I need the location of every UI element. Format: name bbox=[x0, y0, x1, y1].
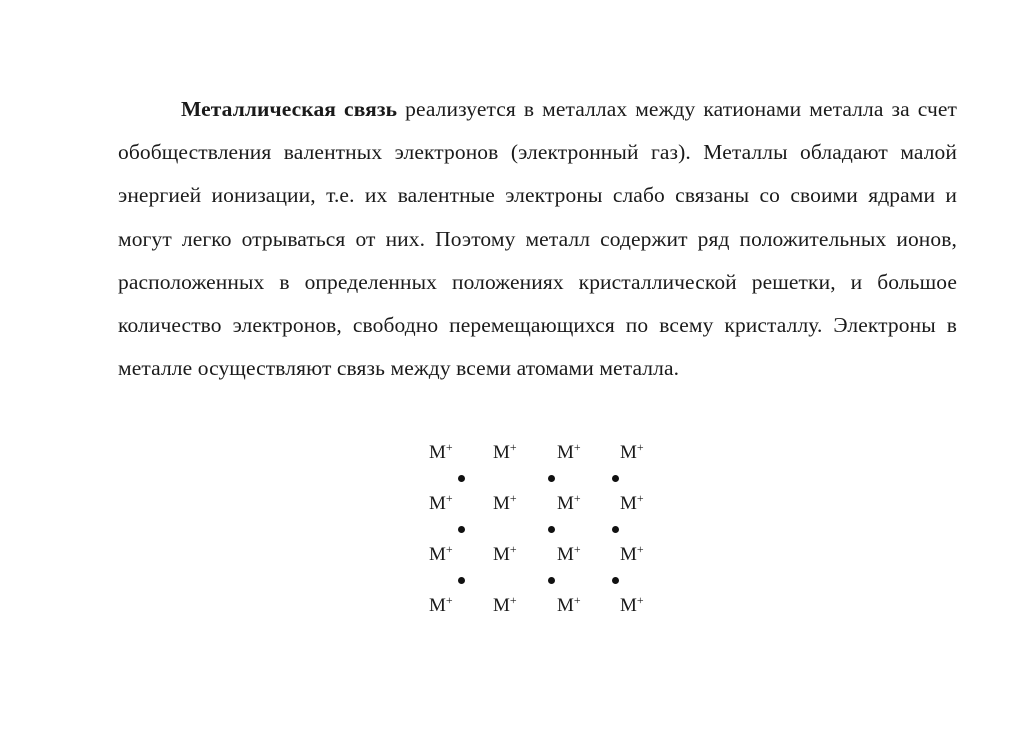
term-metallic-bond: Металлическая связь bbox=[181, 97, 398, 121]
cation-charge: + bbox=[636, 593, 644, 607]
metal-cation bbox=[493, 593, 517, 616]
cation-symbol: M bbox=[493, 544, 510, 565]
cation-symbol: M bbox=[493, 442, 510, 463]
metal-cation bbox=[429, 440, 453, 463]
electron-dot-icon bbox=[612, 475, 619, 482]
cation-symbol: M bbox=[557, 544, 574, 565]
cation-symbol: M bbox=[620, 595, 637, 616]
cation-symbol: M bbox=[429, 595, 446, 616]
cation-charge: + bbox=[445, 491, 453, 505]
cation-charge: + bbox=[509, 440, 517, 454]
cation-symbol: M bbox=[557, 595, 574, 616]
metal-cation bbox=[493, 542, 517, 565]
cation-charge: + bbox=[573, 542, 581, 556]
cation-symbol: M bbox=[429, 544, 446, 565]
metal-cation bbox=[557, 542, 581, 565]
metal-cation bbox=[557, 491, 581, 514]
metal-cation bbox=[620, 440, 644, 463]
metal-cation bbox=[429, 491, 453, 514]
cation-symbol: M bbox=[620, 442, 637, 463]
electron-dot-icon bbox=[458, 526, 465, 533]
cation-charge: + bbox=[445, 542, 453, 556]
cation-charge: + bbox=[636, 491, 644, 505]
cation-symbol: M bbox=[429, 442, 446, 463]
cation-symbol: M bbox=[620, 544, 637, 565]
metal-cation bbox=[620, 593, 644, 616]
paragraph-body: реализуется в металлах между катионами металла за счет обобществления валентных электронов (электронный газ). Металлы обладают малой энергией ионизации, т.е. их валентные электроны слабо связаны со своими ядрами и могут легко отрываться от них. Поэтому металл содержит ряд положительных ионов, расположенных в определенных положениях кристаллической решетки, и большое количество электронов, свободно перемещающихся по всему кристаллу. Электроны в металле осуществляют связь между всеми атомами металла. bbox=[118, 97, 958, 381]
metal-cation bbox=[429, 542, 453, 565]
cation-charge: + bbox=[573, 491, 581, 505]
metal-cation bbox=[620, 491, 644, 514]
metal-cation bbox=[493, 440, 517, 463]
cation-charge: + bbox=[636, 440, 644, 454]
cation-charge: + bbox=[445, 593, 453, 607]
cation-symbol: M bbox=[493, 493, 510, 514]
cation-charge: + bbox=[509, 593, 517, 607]
metal-cation bbox=[557, 593, 581, 616]
metal-cation bbox=[429, 593, 453, 616]
electron-dot-icon bbox=[458, 475, 465, 482]
cation-charge: + bbox=[636, 542, 644, 556]
cation-charge: + bbox=[509, 542, 517, 556]
electron-dot-icon bbox=[548, 526, 555, 533]
cation-charge: + bbox=[509, 491, 517, 505]
electron-dot-icon bbox=[612, 577, 619, 584]
cation-symbol: M bbox=[620, 493, 637, 514]
electron-dot-icon bbox=[458, 577, 465, 584]
metal-cation bbox=[557, 440, 581, 463]
cation-symbol: M bbox=[493, 595, 510, 616]
electron-dot-icon bbox=[548, 577, 555, 584]
cation-charge: + bbox=[445, 440, 453, 454]
cation-charge: + bbox=[573, 440, 581, 454]
cation-symbol: M bbox=[557, 442, 574, 463]
electron-dot-icon bbox=[548, 475, 555, 482]
cation-charge: + bbox=[573, 593, 581, 607]
metal-cation bbox=[493, 491, 517, 514]
electron-dot-icon bbox=[612, 526, 619, 533]
cation-symbol: M bbox=[557, 493, 574, 514]
cation-symbol: M bbox=[429, 493, 446, 514]
metal-cation bbox=[620, 542, 644, 565]
